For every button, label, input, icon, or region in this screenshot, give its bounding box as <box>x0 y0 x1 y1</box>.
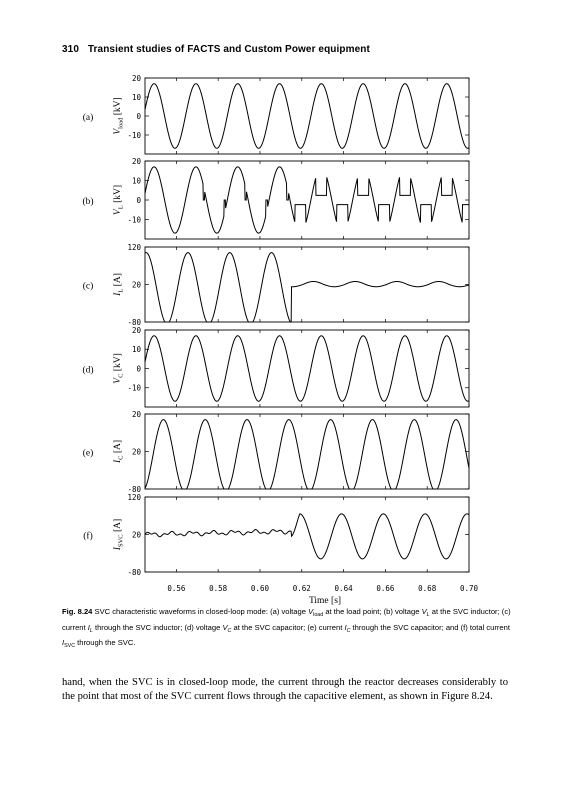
y-axis-label: $V_L$ [kV] <box>113 184 125 216</box>
panel-tag: (b) <box>82 197 94 207</box>
y-tick-label: -80 <box>127 567 141 577</box>
body-text <box>62 676 508 705</box>
y-tick-label: 0 <box>136 195 141 205</box>
y-axis-label: $I_C$ [A] <box>113 439 125 464</box>
x-tick-label: 0.58 <box>209 584 228 593</box>
y-tick-label: -10 <box>127 130 141 140</box>
plot-frame <box>145 247 469 322</box>
y-tick-label: 10 <box>131 345 141 355</box>
caption-label: Fig. 8.24 <box>62 607 93 616</box>
y-tick-label: -10 <box>127 215 141 225</box>
y-tick-label: 0 <box>136 364 141 374</box>
y-tick-label: 20 <box>131 325 141 335</box>
plot-frame <box>145 330 469 407</box>
plot-frame <box>145 78 469 154</box>
x-tick-label: 0.70 <box>459 584 479 593</box>
y-axis-label: $V_{load}$ [kV] <box>113 97 125 135</box>
y-tick-label: 20 <box>131 409 141 419</box>
x-tick-label: 0.60 <box>250 584 269 593</box>
page-number: 310 <box>62 44 79 55</box>
y-axis-label: $I_L$ [A] <box>113 273 125 296</box>
plot-frame <box>145 497 469 572</box>
y-tick-label: 0 <box>136 111 141 121</box>
waveform-line <box>145 167 469 233</box>
y-tick-label: 20 <box>131 156 141 166</box>
waveform-line <box>145 253 469 322</box>
running-title: Transient studies of FACTS and Custom Power equipment <box>87 44 370 55</box>
x-tick-label: 0.62 <box>292 584 311 593</box>
panel-tag: (a) <box>82 113 94 123</box>
x-axis-label: Time [s] <box>308 596 342 606</box>
y-axis-label: $V_C$ [kV] <box>113 353 125 384</box>
y-tick-label: -80 <box>127 317 141 327</box>
y-tick-label: 120 <box>127 492 141 502</box>
y-tick-label: 10 <box>131 92 141 102</box>
body-paragraph: hand, when the SVC is in closed-loop mode, the current through the reactor decreases considerably to the point that most of the SVC current flows through the capacitive element, as shown in Figure 8.24. <box>62 677 508 703</box>
y-tick-label: 20 <box>131 447 141 457</box>
figure-caption <box>62 606 512 653</box>
waveform-line <box>145 420 469 489</box>
x-tick-label: 0.66 <box>376 584 395 593</box>
waveform-line <box>145 336 469 401</box>
y-tick-label: 20 <box>131 280 141 290</box>
y-tick-label: -10 <box>127 383 141 393</box>
plot-frame <box>145 161 469 239</box>
x-tick-label: 0.68 <box>418 584 437 593</box>
panel-tag: (f) <box>83 531 93 542</box>
waveform-line <box>145 84 469 149</box>
y-tick-label: 120 <box>127 242 141 252</box>
y-tick-label: 10 <box>131 176 141 186</box>
y-axis-label: $I_{SVC}$ [A] <box>113 518 125 551</box>
panel-tag: (e) <box>82 448 94 459</box>
caption-text: SVC characteristic waveforms in closed-loop mode: (a) voltage $V_{load}$ at the load point; (b) voltage $V_L$ at the SVC inductor; (c) current $I_L$ through the SVC inductor; (d) voltage $V_C$ at the SVC capacitor; (e) current $I_C$ through the SVC capacitor; and (f) total current $I_{SVC}$ through the SVC. <box>62 607 511 649</box>
x-tick-label: 0.56 <box>167 584 186 593</box>
panel-tag: (d) <box>82 365 94 376</box>
panel-tag: (c) <box>82 281 94 292</box>
y-tick-label: 20 <box>131 73 141 83</box>
y-tick-label: 20 <box>131 530 141 540</box>
waveform-line <box>145 514 469 559</box>
plot-frame <box>145 414 469 489</box>
y-tick-label: -80 <box>127 484 141 494</box>
x-tick-label: 0.64 <box>334 584 353 593</box>
